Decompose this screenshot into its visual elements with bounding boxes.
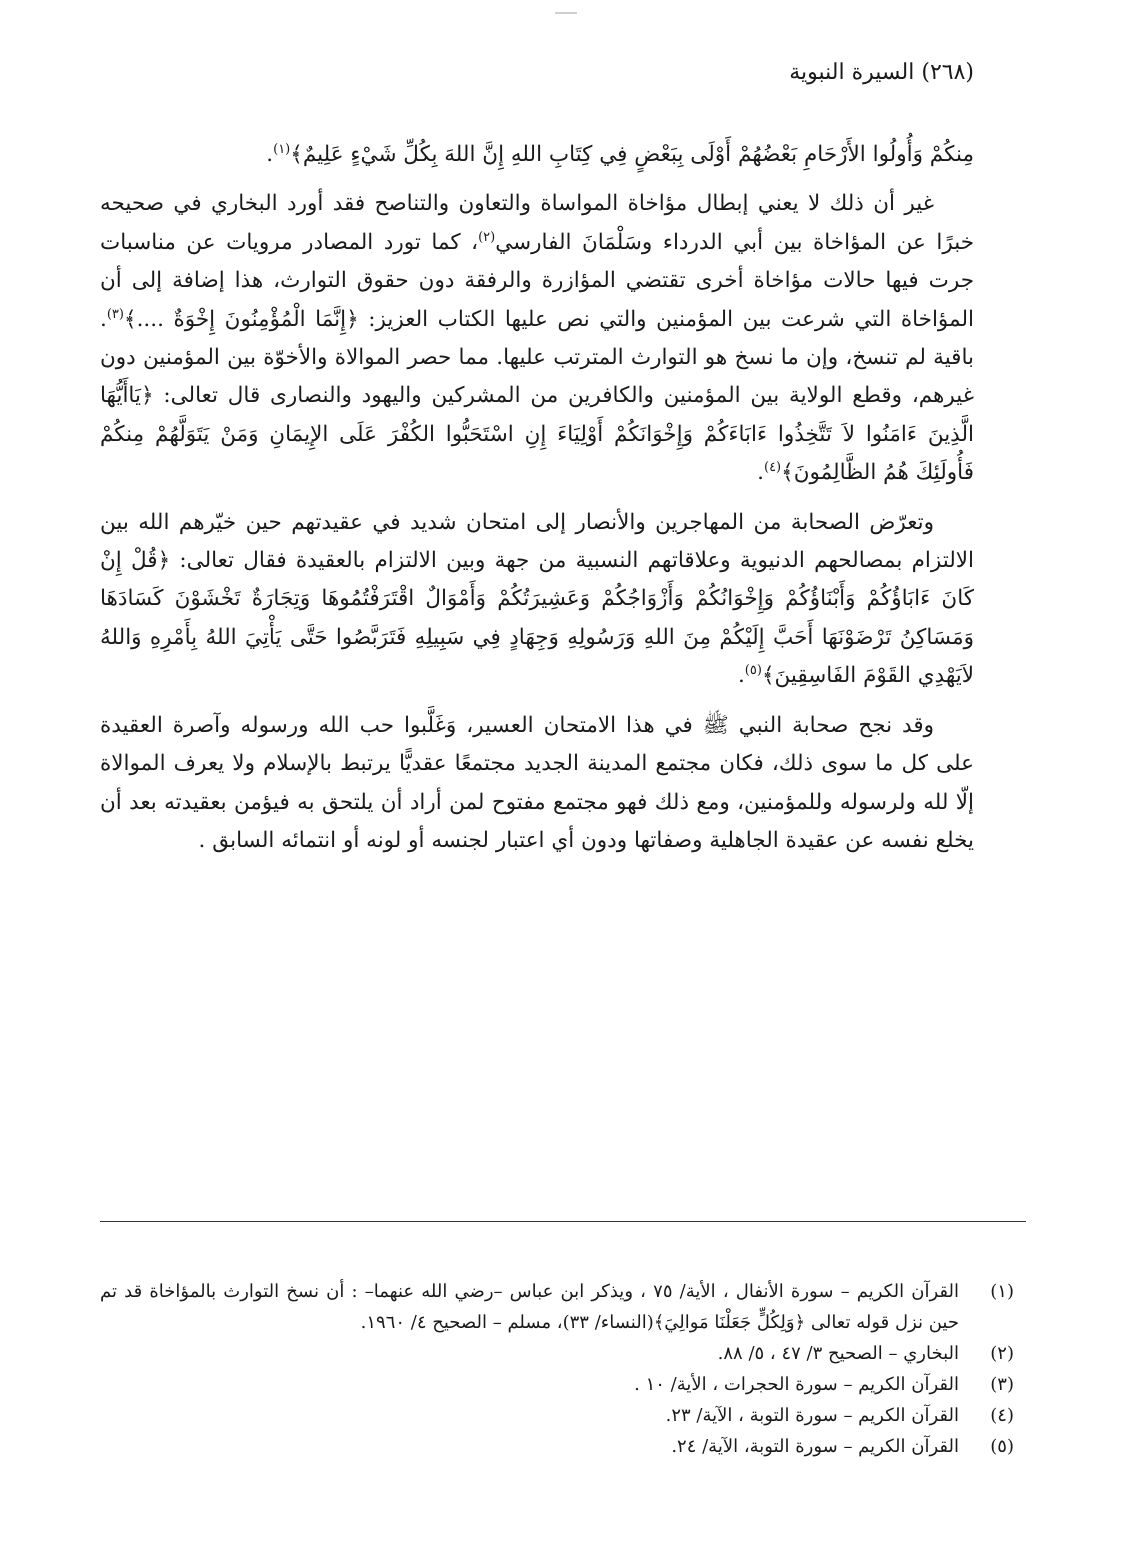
- footnote-1: [100, 1276, 1014, 1338]
- footnote-3: [100, 1369, 1014, 1400]
- footnote-2: [100, 1338, 1014, 1369]
- footnote-number: (١): [990, 1281, 1014, 1302]
- footnote-number: (٤): [990, 1405, 1014, 1426]
- footnote-text: القرآن الكريم – سورة الحجرات ، الأية/ ١٠ .: [634, 1374, 959, 1395]
- footnote-number: (٥): [990, 1436, 1014, 1457]
- footnote-separator: [100, 1221, 1026, 1222]
- footnote-text: القرآن الكريم – سورة التوبة ، الآية/ ٢٣.: [665, 1405, 959, 1426]
- footnote-ref-3: (٣): [106, 306, 124, 322]
- footnote-text: القرآن الكريم – سورة الأنفال ، الأية/ ٧٥ ، ويذكر ابن عباس –رضي الله عنهما– : أن نسخ التوارث بالمؤاخاة قد تم حين نزل قوله تعالى ﴿وَلِكُلٍّ جَعَلْنَا مَوالِيَ﴾(النساء/ ٣٣)، مسلم – الصحيح ٤/ ١٩٦٠.: [100, 1281, 959, 1333]
- paragraph-4: وقد نجح صحابة النبي ﷺ في هذا الامتحان العسير، وَغَلَّبوا حب الله ورسوله وآصرة العقيدة على كل ما سوى ذلك، فكان مجتمع المدينة الجديد مجتمعًا عقديًّا يرتبط بالإسلام ولا يعرف الموالاة إلّا لله ولرسوله وللمؤمنين، ومع ذلك فهو مجتمع مفتوح لمن أراد أن يلتحق به فيؤمن بعقيدته بعد أن يخلع نفسه عن عقيدة الجاهلية وصفاتها ودون أي اعتبار لجنسه أو لونه أو انتمائه السابق .: [100, 712, 974, 853]
- footnote-4: [100, 1400, 1014, 1431]
- paragraph-2: غير أن ذلك لا يعني إبطال مؤاخاة المواساة والتعاون والتناصح فقد أورد البخاري في صحيحه خبرًا عن المؤاخاة بين أبي الدرداء وسَلْمَانَ الفارسي$^{(٢)}$، كما تورد المصادر مرويات عن مناسبات جرت فيها حالات مؤاخاة أخرى تقتضي المؤازرة والرفقة دون حقوق التوارث، هذا إضافة إلى أن المؤاخاة التي شرعت بين المؤمنين والتي نص عليها الكتاب العزيز: ﴿إِنَّمَا الْمُؤْمِنُونَ إِخْوَةٌ ....﴾$^{(٣)}$. باقية لم تنسخ، وإن ما نسخ هو التوارث المترتب عليها. مما حصر الموالاة والأخوّة بين المؤمنين دون غيرهم، وقطع الولاية بين المؤمنين والكافرين من المشركين واليهود والنصارى قال تعالى: ﴿يَاأَيُّهَا الَّذِينَ ءَامَنُوا لاَ تَتَّخِذُوا ءَابَاءَكُمْ وَإِخْوَانَكُمْ أَوْلِيَاءَ إِنِ اسْتَحَبُّوا الكُفْرَ عَلَى الإِيمَانِ وَمَنْ يَتَوَلَّهُمْ مِنكُمْ فَأُولَئِكَ هُمُ الظَّالِمُونَ﴾$^{(٤)}$.: [100, 191, 974, 486]
- paragraph-3: وتعرّض الصحابة من المهاجرين والأنصار إلى امتحان شديد في عقيدتهم حين خيّرهم الله بين الالتزام بمصالحهم الدنيوية وعلاقاتهم النسبية من جهة وبين الالتزام بالعقيدة فقال تعالى: ﴿قُلْ إِنْ كَانَ ءَابَاؤُكُمْ وَأَبْنَاؤُكُمْ وَإِخْوَانُكُمْ وَأَزْوَاجُكُمْ وَعَشِيرَتُكُمْ وَأَمْوَالٌ اقْتَرَفْتُمُوهَا وَتِجَارَةٌ تَخْشَوْنَ كَسَادَهَا وَمَسَاكِنُ تَرْضَوْنَهَا أَحَبَّ إِلَيْكُمْ مِنَ اللهِ وَرَسُولِهِ وَجِهَادٍ فِي سَبِيلِهِ فَتَرَبَّصُوا حَتَّى يَأْتِيَ اللهُ بِأَمْرِهِ وَاللهُ لاَيَهْدِي القَوْمَ الفَاسِقِينَ﴾$^{(٥)}$.: [100, 509, 974, 689]
- footnote-ref-4: (٤): [763, 460, 782, 476]
- page-header: (٢٦٨) السيرة النبوية: [789, 60, 974, 85]
- footnotes: [100, 1276, 1014, 1462]
- scan-mark: [555, 12, 577, 14]
- footnote-number: (٢): [990, 1343, 1014, 1364]
- footnote-ref-5: (٥): [744, 663, 762, 679]
- footnote-text: القرآن الكريم – سورة التوبة، الآية/ ٢٤.: [671, 1436, 959, 1457]
- footnote-number: (٣): [990, 1374, 1014, 1395]
- body-text: [100, 136, 974, 871]
- footnote-ref-2: (٢): [478, 229, 496, 245]
- footnote-5: [100, 1431, 1014, 1462]
- footnote-ref-1: (١): [273, 141, 291, 157]
- footnote-text: البخاري – الصحيح ٣/ ٤٧ ، ٥/ ٨٨.: [717, 1343, 959, 1364]
- paragraph-1: مِنكُمْ وَأُولُوا الأَرْحَامِ بَعْضُهُمْ أَوْلَى بِبَعْضٍ فِي كِتَابِ اللهِ إِنَّ اللهَ بِكُلِّ شَيْءٍ عَلِيمٌ﴾$^{(١)}$.: [266, 141, 974, 167]
